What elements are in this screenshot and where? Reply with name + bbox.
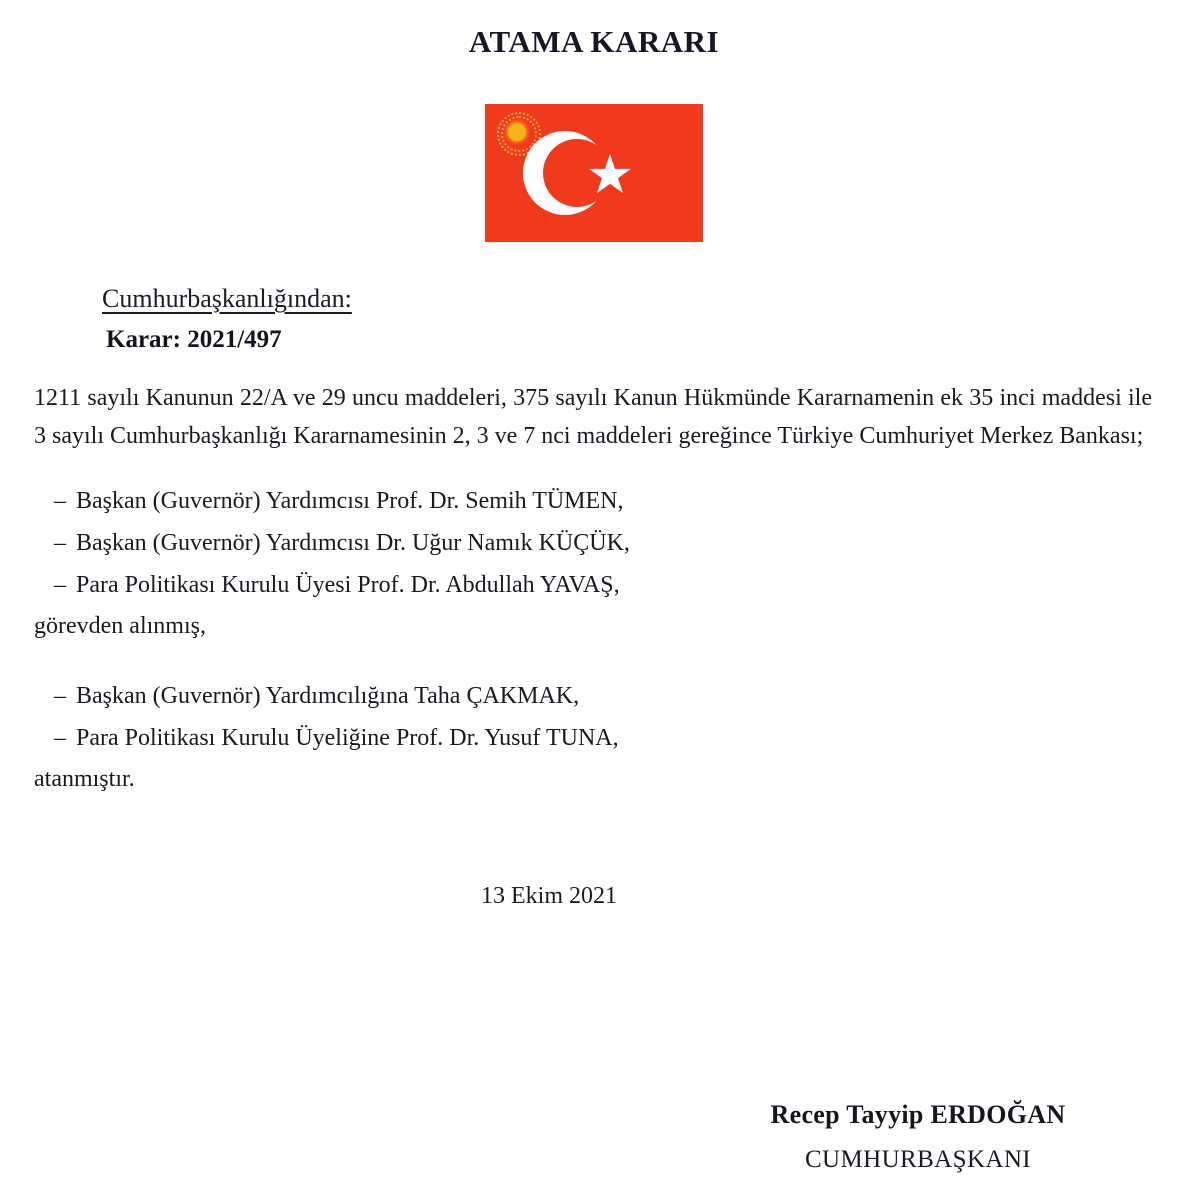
bullet-dash-icon: –	[54, 571, 66, 598]
document-content	[0, 242, 1188, 910]
dismissed-list	[34, 480, 1152, 606]
list-item-label: Para Politikası Kurulu Üyeliğine Prof. Dr. Yusuf TUNA,	[76, 724, 619, 751]
list-item-label: Başkan (Guvernör) Yardımcısı Dr. Uğur Namık KÜÇÜK,	[76, 529, 630, 556]
signatory-name: Recep Tayyip ERDOĞAN	[770, 1100, 1066, 1129]
bullet-dash-icon: –	[54, 682, 66, 709]
flag-container	[0, 104, 1188, 242]
page-title: ATAMA KARARI	[468, 24, 720, 59]
sun-emblem-icon	[497, 112, 537, 152]
bullet-dash-icon: –	[54, 724, 66, 751]
list-item-label: Başkan (Guvernör) Yardımcılığına Taha ÇAKMAK,	[76, 682, 580, 709]
bullet-dash-icon: –	[54, 487, 66, 514]
appointed-list	[34, 675, 1152, 759]
decision-number: Karar: 2021/497	[106, 326, 282, 353]
list-item-label: Para Politikası Kurulu Üyesi Prof. Dr. Abdullah YAVAŞ,	[76, 571, 620, 598]
bullet-dash-icon: –	[54, 529, 66, 556]
turkish-flag-icon	[485, 104, 703, 242]
decision-date: 13 Ekim 2021	[481, 883, 617, 910]
list-item	[34, 480, 1152, 522]
body-paragraph: 1211 sayılı Kanunun 22/A ve 29 uncu maddeleri, 375 sayılı Kanun Hükmünde Kararnamenin ek 35 inci maddesi ile 3 sayılı Cumhurbaşkanlığı Kararnamesinin 2, 3 ve 7 nci maddeleri gereğince Türkiye Cumhuriyet Merkez Bankası;	[34, 385, 1152, 449]
list-item	[34, 522, 1152, 564]
list-item-label: Başkan (Guvernör) Yardımcısı Prof. Dr. Semih TÜMEN,	[76, 487, 624, 514]
dismissed-closing: görevden alınmış,	[34, 612, 206, 639]
list-group-separator	[34, 647, 1152, 675]
list-item	[34, 564, 1152, 606]
signature-block	[708, 1100, 1128, 1174]
issuer-heading: Cumhurbaşkanlığından:	[102, 284, 352, 313]
appointed-closing: atanmıştır.	[34, 765, 135, 792]
list-item	[34, 717, 1152, 759]
sun-core	[508, 123, 526, 141]
list-item	[34, 675, 1152, 717]
signatory-title: CUMHURBAŞKANI	[804, 1146, 1032, 1173]
